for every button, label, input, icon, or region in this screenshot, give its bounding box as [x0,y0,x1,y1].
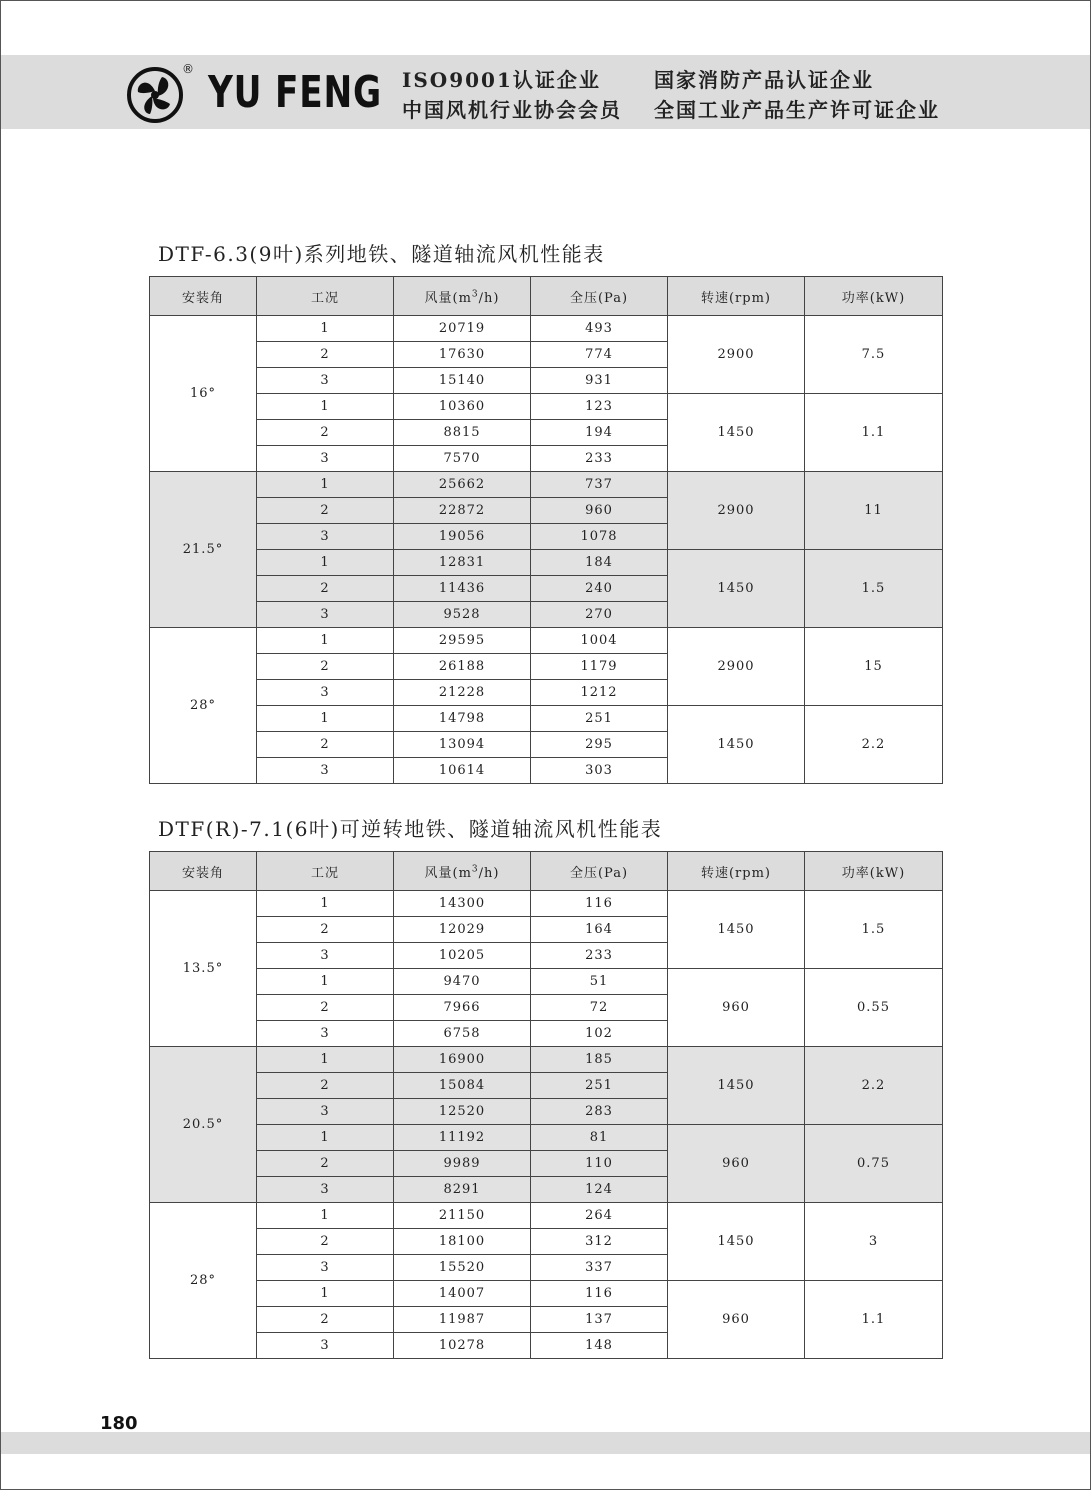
angle-cell: 28° [150,1203,257,1359]
airflow-cell: 21150 [394,1203,531,1229]
condition-cell: 3 [257,758,394,784]
pressure-cell: 251 [531,706,668,732]
condition-cell: 1 [257,394,394,420]
pressure-cell: 123 [531,394,668,420]
airflow-cell: 8291 [394,1177,531,1203]
speed-cell: 1450 [668,1047,805,1125]
condition-cell: 2 [257,917,394,943]
pressure-cell: 264 [531,1203,668,1229]
condition-cell: 3 [257,943,394,969]
col-header-condition: 工况 [257,277,394,316]
airflow-cell: 9989 [394,1151,531,1177]
power-cell: 2.2 [805,706,943,784]
airflow-cell: 10614 [394,758,531,784]
power-cell: 1.1 [805,1281,943,1359]
power-cell: 15 [805,628,943,706]
table-row [150,316,943,342]
airflow-cell: 7570 [394,446,531,472]
pressure-cell: 116 [531,891,668,917]
condition-cell: 2 [257,420,394,446]
condition-cell: 3 [257,1021,394,1047]
pressure-cell: 1179 [531,654,668,680]
angle-cell: 13.5° [150,891,257,1047]
table-row [150,969,943,995]
airflow-label: 风量(m [424,865,472,881]
col-header-condition: 工况 [257,852,394,891]
speed-cell: 1450 [668,706,805,784]
cert-license: 全国工业产品生产许可证企业 [654,98,940,122]
pressure-cell: 124 [531,1177,668,1203]
power-cell: 1.1 [805,394,943,472]
condition-cell: 3 [257,680,394,706]
airflow-cell: 11987 [394,1307,531,1333]
airflow-cell: 25662 [394,472,531,498]
airflow-unit: /h) [478,290,500,306]
cert-iso: ISO9001认证企业 [402,68,601,92]
registered-mark: ® [182,62,194,76]
speed-cell: 960 [668,969,805,1047]
table-row [150,706,943,732]
condition-cell: 1 [257,628,394,654]
airflow-cell: 20719 [394,316,531,342]
speed-cell: 2900 [668,316,805,394]
table-row [150,891,943,917]
condition-cell: 1 [257,1047,394,1073]
col-header-airflow [394,852,531,891]
condition-cell: 3 [257,1177,394,1203]
pressure-cell: 1212 [531,680,668,706]
airflow-cell: 14300 [394,891,531,917]
power-cell: 7.5 [805,316,943,394]
pressure-cell: 116 [531,1281,668,1307]
condition-cell: 1 [257,706,394,732]
angle-cell: 20.5° [150,1047,257,1203]
condition-cell: 1 [257,1125,394,1151]
pressure-cell: 164 [531,917,668,943]
condition-cell: 2 [257,576,394,602]
table-row [150,394,943,420]
pressure-cell: 184 [531,550,668,576]
power-cell: 0.55 [805,969,943,1047]
power-cell: 0.75 [805,1125,943,1203]
speed-cell: 1450 [668,1203,805,1281]
condition-cell: 2 [257,995,394,1021]
airflow-cell: 15084 [394,1073,531,1099]
airflow-cell: 29595 [394,628,531,654]
pressure-cell: 774 [531,342,668,368]
condition-cell: 2 [257,1229,394,1255]
col-header-airflow [394,277,531,316]
header-row [150,852,943,891]
pressure-cell: 737 [531,472,668,498]
airflow-cell: 15140 [394,368,531,394]
pressure-cell: 240 [531,576,668,602]
airflow-unit-exponent: 3 [471,289,479,300]
pressure-cell: 81 [531,1125,668,1151]
pressure-cell: 148 [531,1333,668,1359]
table2-title: DTF(R)-7.1(6叶)可逆转地铁、隧道轴流风机性能表 [158,817,663,841]
performance-table-1 [149,276,943,784]
condition-cell: 2 [257,654,394,680]
condition-cell: 2 [257,1073,394,1099]
condition-cell: 2 [257,1151,394,1177]
table1-title: DTF-6.3(9叶)系列地铁、隧道轴流风机性能表 [158,242,605,266]
airflow-cell: 21228 [394,680,531,706]
airflow-cell: 11192 [394,1125,531,1151]
pressure-cell: 1078 [531,524,668,550]
pressure-cell: 102 [531,1021,668,1047]
pressure-cell: 493 [531,316,668,342]
condition-cell: 1 [257,316,394,342]
pressure-cell: 960 [531,498,668,524]
airflow-cell: 12520 [394,1099,531,1125]
table-row [150,472,943,498]
power-cell: 1.5 [805,891,943,969]
table-row [150,550,943,576]
airflow-cell: 6758 [394,1021,531,1047]
power-cell: 3 [805,1203,943,1281]
fan-logo-icon [126,66,184,124]
airflow-unit-exponent: 3 [471,864,479,875]
condition-cell: 2 [257,498,394,524]
airflow-unit: /h) [478,865,500,881]
condition-cell: 2 [257,1307,394,1333]
condition-cell: 2 [257,342,394,368]
footer-band [1,1432,1090,1454]
airflow-cell: 17630 [394,342,531,368]
condition-cell: 3 [257,446,394,472]
airflow-cell: 9470 [394,969,531,995]
speed-cell: 1450 [668,394,805,472]
table-row [150,1203,943,1229]
speed-cell: 960 [668,1281,805,1359]
pressure-cell: 233 [531,943,668,969]
table-row [150,1047,943,1073]
airflow-cell: 7966 [394,995,531,1021]
col-header-pressure: 全压(Pa) [531,852,668,891]
pressure-cell: 337 [531,1255,668,1281]
speed-cell: 2900 [668,628,805,706]
speed-cell: 2900 [668,472,805,550]
airflow-label: 风量(m [424,290,472,306]
airflow-cell: 26188 [394,654,531,680]
pressure-cell: 137 [531,1307,668,1333]
power-cell: 2.2 [805,1047,943,1125]
airflow-cell: 14007 [394,1281,531,1307]
condition-cell: 2 [257,732,394,758]
pressure-cell: 251 [531,1073,668,1099]
condition-cell: 1 [257,969,394,995]
pressure-cell: 303 [531,758,668,784]
pressure-cell: 72 [531,995,668,1021]
airflow-cell: 10360 [394,394,531,420]
condition-cell: 1 [257,1203,394,1229]
pressure-cell: 185 [531,1047,668,1073]
angle-cell: 28° [150,628,257,784]
airflow-cell: 16900 [394,1047,531,1073]
pressure-cell: 283 [531,1099,668,1125]
brand-name: YU FENG [208,67,382,118]
pressure-cell: 270 [531,602,668,628]
airflow-cell: 12831 [394,550,531,576]
condition-cell: 3 [257,1099,394,1125]
pressure-cell: 194 [531,420,668,446]
airflow-cell: 13094 [394,732,531,758]
speed-cell: 960 [668,1125,805,1203]
col-header-speed: 转速(rpm) [668,852,805,891]
page-number: 180 [100,1413,138,1434]
speed-cell: 1450 [668,550,805,628]
col-header-pressure: 全压(Pa) [531,277,668,316]
power-cell: 11 [805,472,943,550]
condition-cell: 1 [257,1281,394,1307]
cert-fire: 国家消防产品认证企业 [654,68,874,92]
airflow-cell: 11436 [394,576,531,602]
table-row [150,628,943,654]
airflow-cell: 15520 [394,1255,531,1281]
table-row [150,1281,943,1307]
col-header-angle: 安装角 [150,277,257,316]
col-header-angle: 安装角 [150,852,257,891]
condition-cell: 1 [257,891,394,917]
airflow-cell: 14798 [394,706,531,732]
angle-cell: 16° [150,316,257,472]
speed-cell: 1450 [668,891,805,969]
airflow-cell: 10278 [394,1333,531,1359]
condition-cell: 3 [257,1333,394,1359]
condition-cell: 3 [257,524,394,550]
table-row [150,1125,943,1151]
pressure-cell: 51 [531,969,668,995]
power-cell: 1.5 [805,550,943,628]
performance-table-2 [149,851,943,1359]
airflow-cell: 22872 [394,498,531,524]
col-header-power: 功率(kW) [805,277,943,316]
condition-cell: 3 [257,368,394,394]
angle-cell: 21.5° [150,472,257,628]
airflow-cell: 9528 [394,602,531,628]
col-header-power: 功率(kW) [805,852,943,891]
pressure-cell: 110 [531,1151,668,1177]
header-row [150,277,943,316]
pressure-cell: 1004 [531,628,668,654]
airflow-cell: 12029 [394,917,531,943]
airflow-cell: 19056 [394,524,531,550]
condition-cell: 1 [257,472,394,498]
pressure-cell: 312 [531,1229,668,1255]
airflow-cell: 10205 [394,943,531,969]
cert-association: 中国风机行业协会会员 [402,98,622,122]
col-header-speed: 转速(rpm) [668,277,805,316]
condition-cell: 1 [257,550,394,576]
pressure-cell: 295 [531,732,668,758]
airflow-cell: 8815 [394,420,531,446]
condition-cell: 3 [257,602,394,628]
pressure-cell: 233 [531,446,668,472]
airflow-cell: 18100 [394,1229,531,1255]
condition-cell: 3 [257,1255,394,1281]
pressure-cell: 931 [531,368,668,394]
